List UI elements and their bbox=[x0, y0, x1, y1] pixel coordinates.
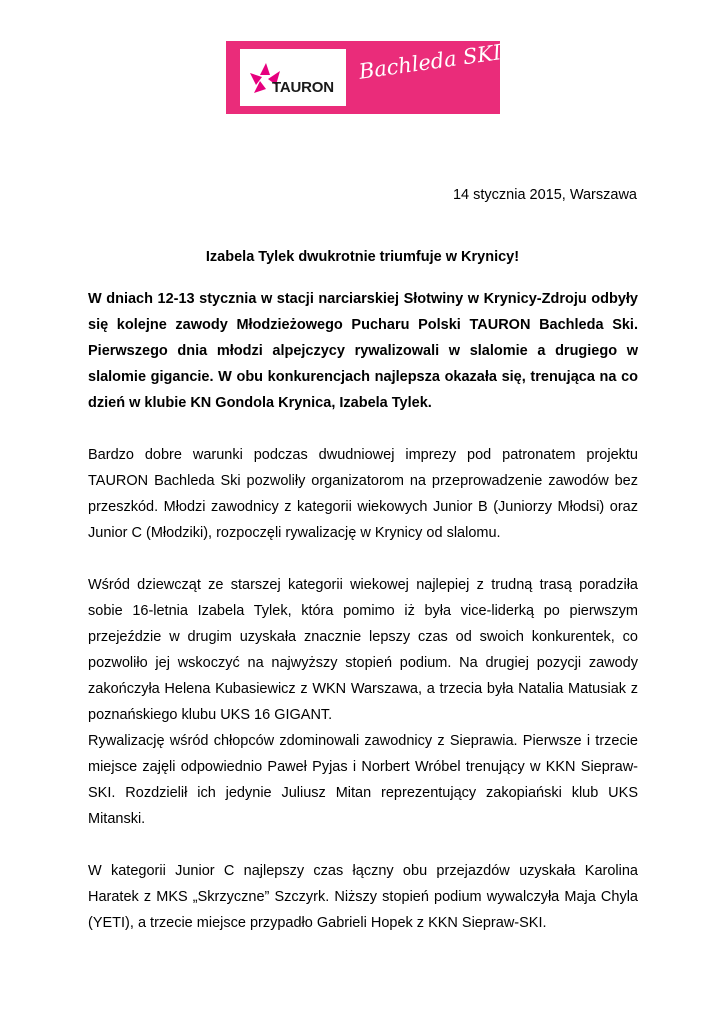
article-body bbox=[88, 286, 638, 936]
tauron-logo-text: TAURON bbox=[272, 79, 334, 96]
body-paragraph: Bardzo dobre warunki podczas dwudniowej imprezy pod patronatem projektu TAURON Bachleda Ski pozwoliły organizatorom na przeprowadzenie zawodów bez przeszkód. Młodzi zawodnicy z kategorii wiekowych Junior B (Juniorzy Młodsi) oraz Junior C (Młodziki), rozpoczęli rywalizację w Krynicy od slalomu. bbox=[88, 447, 638, 541]
sponsor-banner bbox=[226, 40, 503, 114]
body-paragraph: Wśród dziewcząt ze starszej kategorii wiekowej najlepiej z trudną trasą poradziła sobie 16-letnia Izabela Tylek, która pomimo iż była vice-liderką po pierwszym przejeździe w drugim uzyskała znacznie lepszy czas od swoich konkurentek, co pozwoliło jej wskoczyć na najwyższy stopień podium. Na drugiej pozycji zawody zakończyła Helena Kubasiewicz z WKN Warszawa, a trzecia była Natalia Matusiak z poznańskiego klubu UKS 16 GIGANT. bbox=[88, 577, 638, 723]
article-title: Izabela Tylek dwukrotnie triumfuje w Krynicy! bbox=[205, 249, 520, 265]
body-paragraph: W kategorii Junior C najlepszy czas łączny obu przejazdów uzyskała Karolina Haratek z MKS „Skrzyczne” Szczyrk. Niższy stopień podium wywalczyła Maja Chyla (YETI), a trzecie miejsce przypadło Gabrieli Hopek z KKN Siepraw-SKI. bbox=[88, 863, 638, 931]
lead-paragraph: W dniach 12-13 stycznia w stacji narciarskiej Słotwiny w Krynicy-Zdroju odbyły się kolejne zawody Młodzieżowego Pucharu Polski TAURON Bachleda Ski. Pierwszego dnia młodzi alpejczycy rywalizowali w slalomie a drugiego w slalomie gigancie. W obu konkurencjach najlepsza okazała się, trenująca na co dzień w klubie KN Gondola Krynica, Izabela Tylek. bbox=[88, 291, 638, 411]
tauron-logo bbox=[240, 49, 346, 106]
body-paragraph: Rywalizację wśród chłopców zdominowali zawodnicy z Sieprawia. Pierwsze i trzecie miejsce zajęli odpowiednio Paweł Pyjas i Norbert Wróbel trenujący w KKN Siepraw-SKI. Rozdzielił ich jedynie Juliusz Mitan reprezentujący zakopiański klub UKS Mitanski. bbox=[88, 733, 638, 827]
date-line: 14 stycznia 2015, Warszawa bbox=[452, 187, 637, 203]
bachleda-ski-logo-text: Bachleda SKI bbox=[357, 40, 503, 84]
